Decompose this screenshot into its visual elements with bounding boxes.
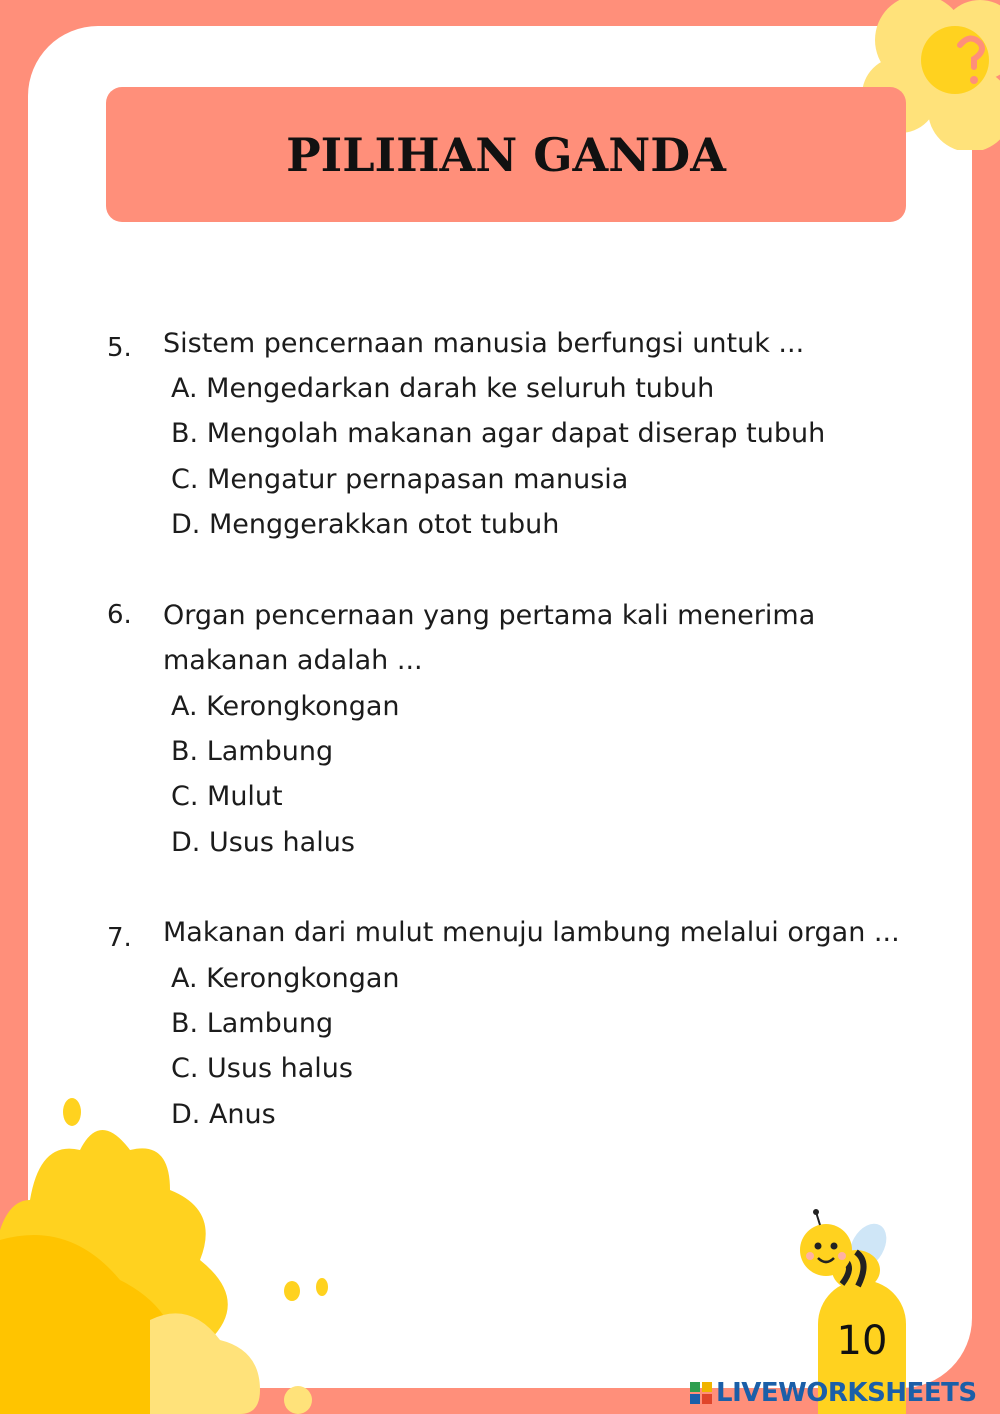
option-c[interactable]: C. Mengatur pernapasan manusia (171, 464, 629, 495)
brand-name[interactable]: LIVEWORKSHEETS (716, 1378, 977, 1408)
option-b[interactable]: B. Lambung (171, 1008, 334, 1039)
title-banner (106, 87, 906, 222)
page-number: 10 (836, 1318, 888, 1364)
question-number: 6. (107, 600, 132, 630)
question-text: Sistem pencernaan manusia berfungsi untuk ... (163, 328, 805, 359)
option-d[interactable]: D. Menggerakkan otot tubuh (171, 509, 560, 540)
option-a[interactable]: A. Mengedarkan darah ke seluruh tubuh (171, 373, 715, 404)
option-a[interactable]: A. Kerongkongan (171, 691, 400, 722)
option-d[interactable]: D. Usus halus (171, 827, 355, 858)
bee-icon (790, 1208, 900, 1298)
page-title: PILIHAN GANDA (286, 127, 726, 182)
question-text: Makanan dari mulut menuju lambung melalui organ ... (163, 917, 900, 948)
sun-splash-icon (0, 1090, 340, 1414)
option-d[interactable]: D. Anus (171, 1099, 276, 1130)
question-number: 5. (107, 333, 132, 363)
question-text-line-1: Organ pencernaan yang pertama kali menerima (163, 600, 816, 631)
brand-footer (690, 1372, 1000, 1414)
option-c[interactable]: C. Usus halus (171, 1053, 353, 1084)
liveworksheets-logo-icon (690, 1382, 712, 1404)
option-b[interactable]: B. Lambung (171, 736, 334, 767)
option-b[interactable]: B. Mengolah makanan agar dapat diserap tubuh (171, 418, 826, 449)
question-text-line-2: makanan adalah ... (163, 645, 423, 676)
option-a[interactable]: A. Kerongkongan (171, 963, 400, 994)
option-c[interactable]: C. Mulut (171, 781, 283, 812)
question-number: 7. (107, 923, 132, 953)
